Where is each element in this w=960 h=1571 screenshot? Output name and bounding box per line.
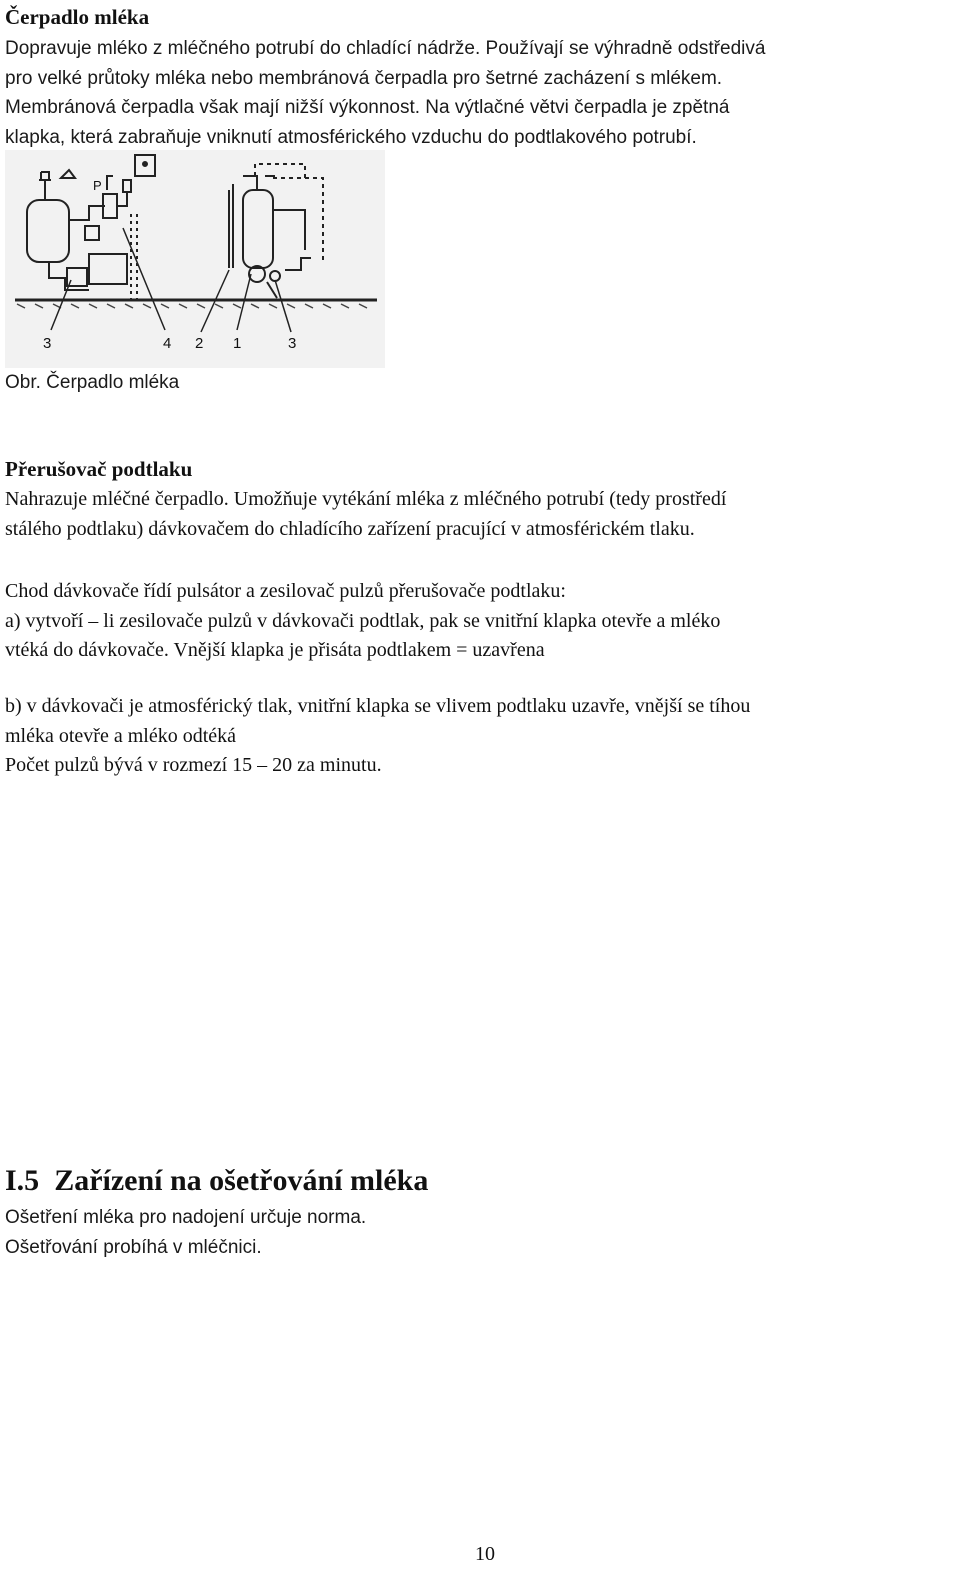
paragraph-line: mléka otevře a mléko odtéká (5, 724, 237, 747)
section-cerpadlo (5, 5, 956, 30)
section-heading-title: Zařízení na ošetřování mléka (54, 1164, 429, 1197)
paragraph-line: b) v dávkovači je atmosférický tlak, vnitřní klapka se vlivem podtlaku uzavře, vnější se tíhou (5, 695, 751, 717)
paragraph-line: klapka, která zabraňuje vniknutí atmosférického vzduchu do podtlakového potrubí. (5, 126, 697, 148)
paragraph-line: pro velké průtoky mléka nebo membránová čerpadla pro šetrné zacházení s mlékem. (5, 67, 723, 89)
section-prerusovac (5, 457, 956, 482)
prerusovac-intro (5, 485, 956, 544)
figure-caption (5, 368, 956, 398)
section-title: Přerušovač podtlaku (5, 457, 193, 481)
paragraph-line: Membránová čerpadla však mají nižší výkonnost. Na výtlačné větvi čerpadla je zpětná (5, 97, 730, 118)
paragraph-line: stálého podtlaku) dávkovačem do chladícího zařízení pracující v atmosférickém tlaku. (5, 517, 695, 540)
section-heading (5, 1164, 956, 1198)
diagram-label: 4 (163, 335, 172, 352)
paragraph-line: a) vytvoří – li zesilovače pulzů v dávkovači podtlak, pak se vnitřní klapka otevře a mléko (5, 609, 721, 632)
prerusovac-pulsator (5, 577, 956, 666)
section-i5-text (5, 1203, 956, 1262)
diagram-label: 3 (43, 335, 52, 352)
paragraph-line: Dopravuje mléko z mléčného potrubí do chladící nádrže. Používají se výhradně odstředivá (5, 38, 766, 59)
diagram-label: 1 (233, 335, 242, 352)
paragraph-line: Ošetření mléka pro nadojení určuje norma. (5, 1207, 367, 1228)
paragraph-line: Ošetřování probíhá v mléčnici. (5, 1236, 262, 1258)
caption-text: Obr. Čerpadlo mléka (5, 372, 180, 393)
section-number: I.5 (5, 1164, 40, 1197)
page-number: 10 (475, 1543, 495, 1565)
paragraph-line: vtéká do dávkovače. Vnější klapka je přisáta podtlakem = uzavřena (5, 639, 545, 661)
section-cerpadlo-text (5, 34, 956, 152)
paragraph-line: Počet pulzů bývá v rozmezí 15 – 20 za minutu. (5, 754, 382, 776)
diagram-letter: P (93, 178, 102, 193)
milk-pump-diagram (5, 150, 385, 368)
section-i5 (5, 1164, 956, 1198)
diagram-label: 3 (288, 335, 297, 352)
diagram-label: 2 (195, 335, 204, 352)
section-title: Čerpadlo mléka (5, 5, 150, 29)
paragraph-line: Chod dávkovače řídí pulsátor a zesilovač pulzů přerušovače podtlaku: (5, 580, 566, 602)
prerusovac-b (5, 692, 956, 781)
paragraph-line: Nahrazuje mléčné čerpadlo. Umožňuje vytékání mléka z mléčného potrubí (tedy prostředí (5, 488, 727, 510)
